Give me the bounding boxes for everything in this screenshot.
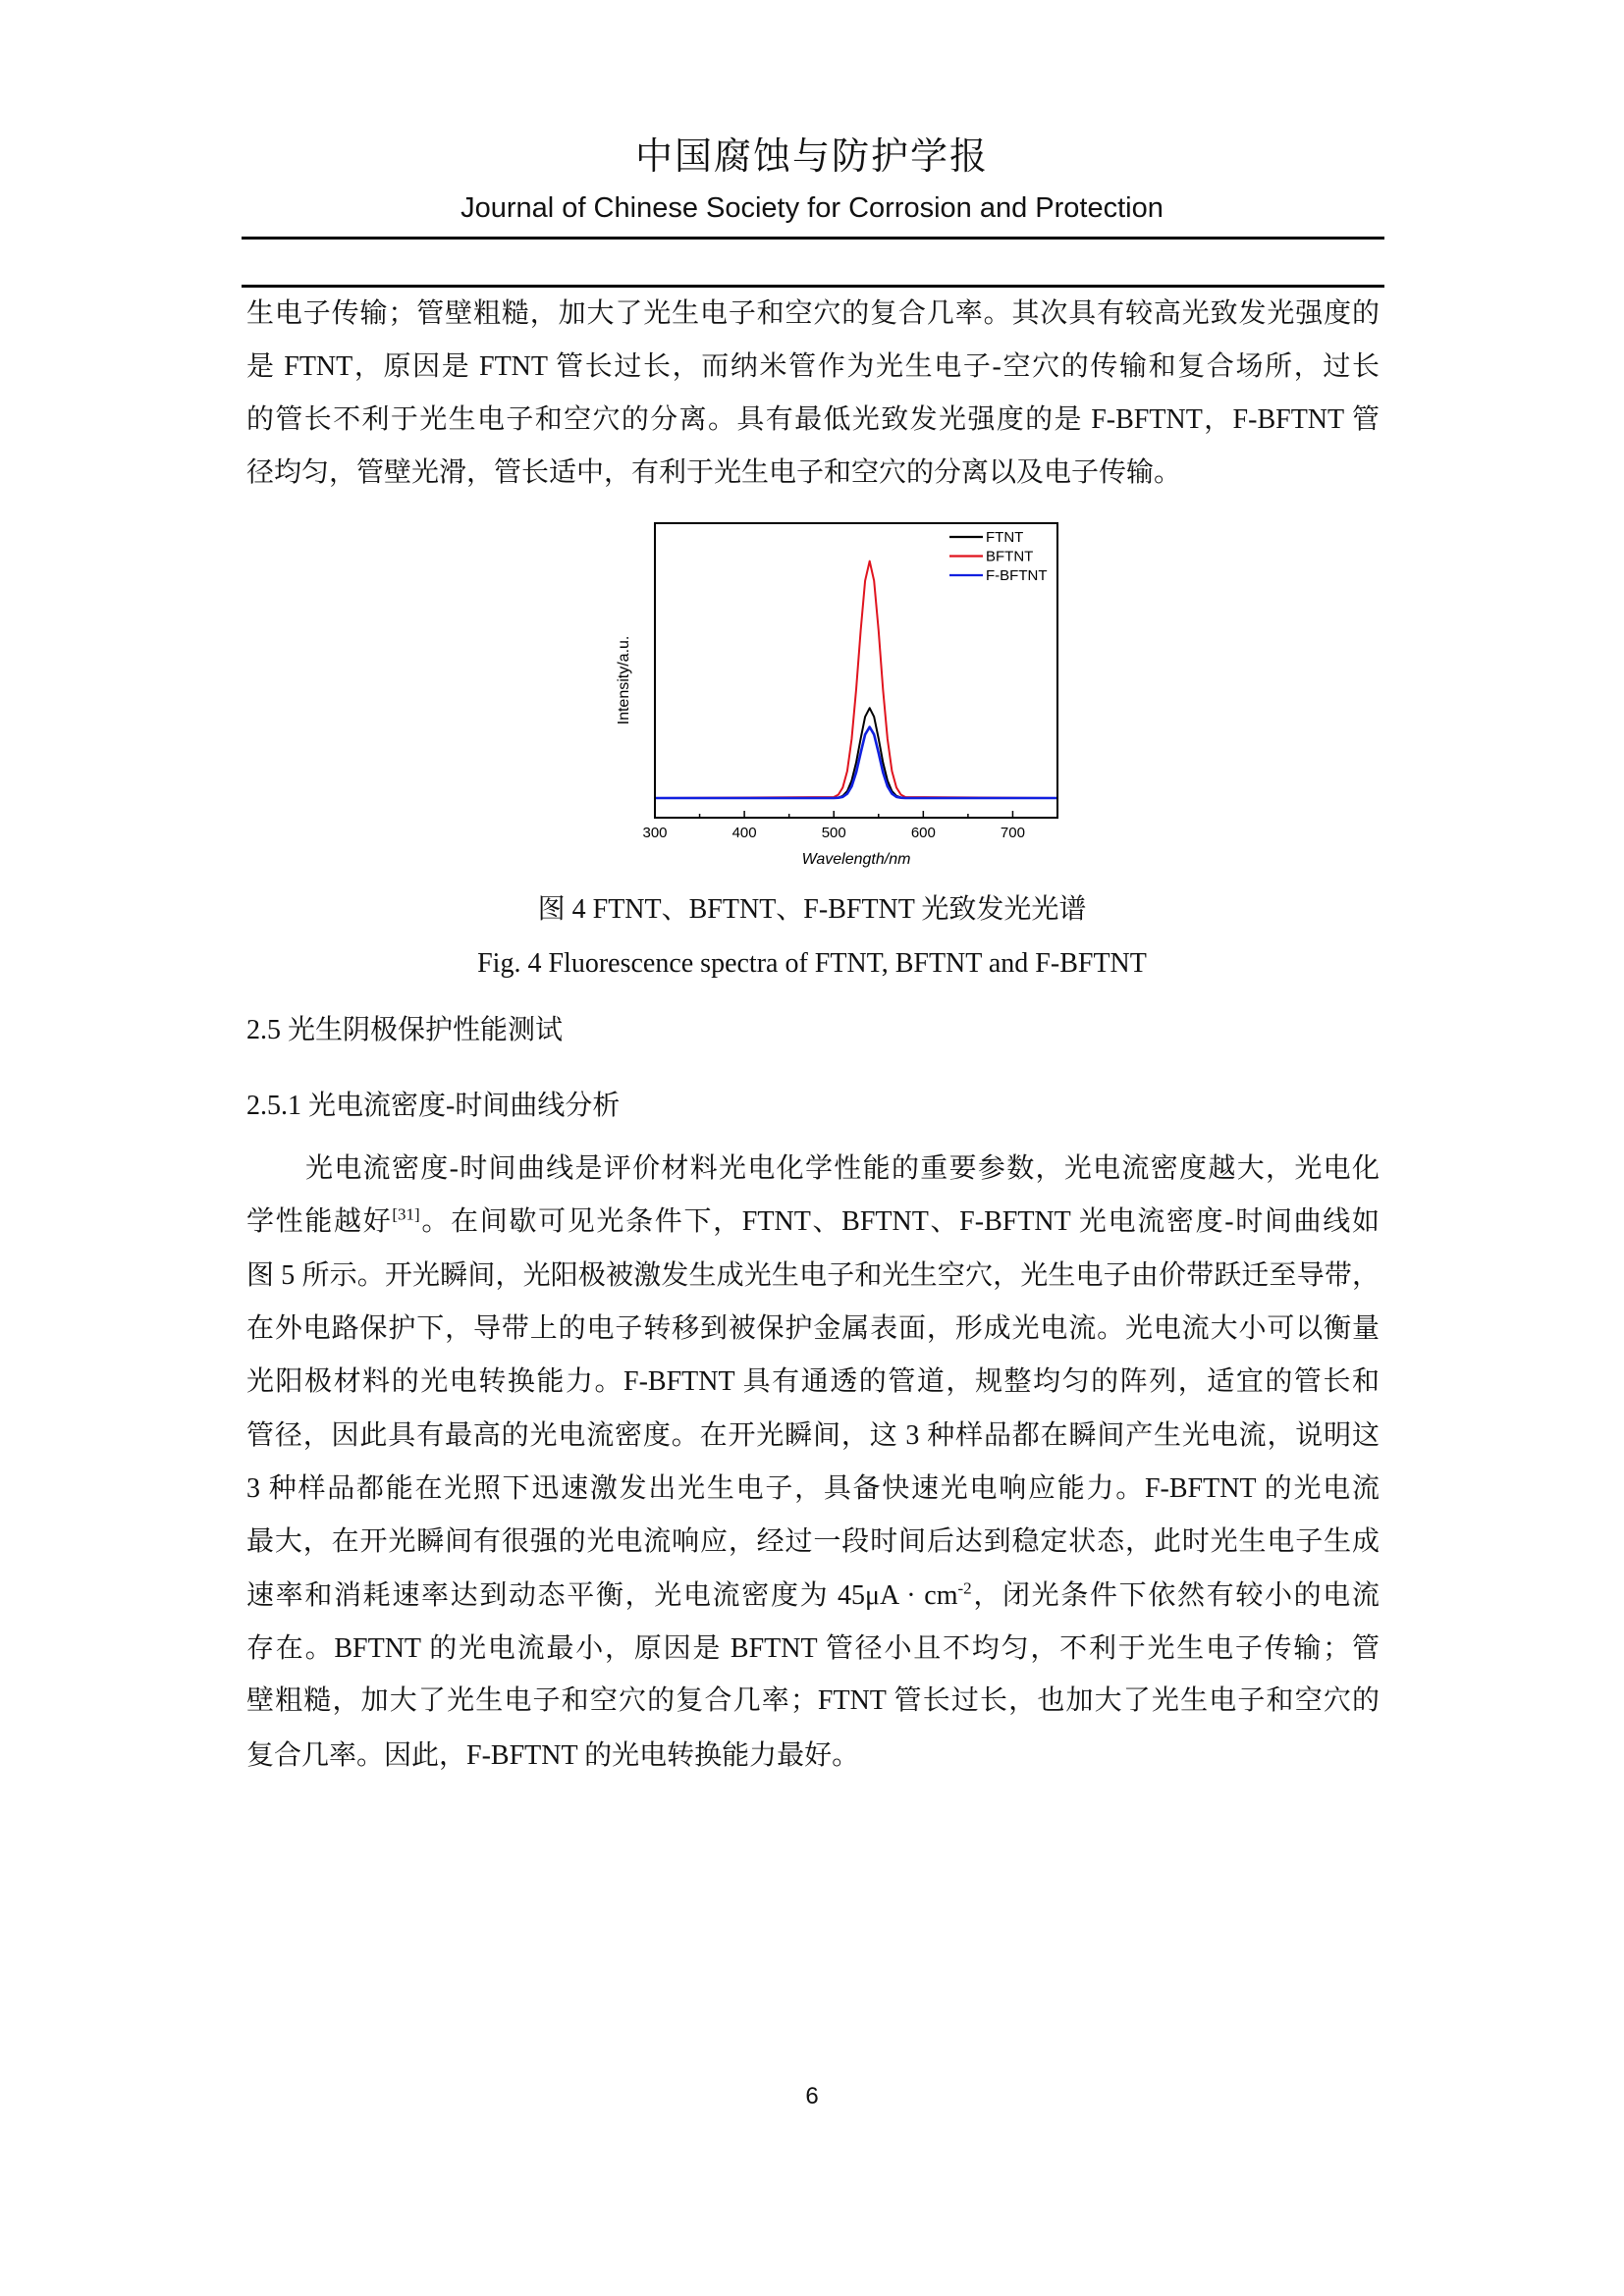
text-line: 复合几率。因此，F-BFTNT 的光电转换能力最好。 — [246, 1740, 860, 1771]
text-line: 是 FTNT，原因是 FTNT 管长过长，而纳米管作为光生电子-空穴的传输和复合场所，过长 — [246, 351, 1380, 382]
text-span: 速率和消耗速率达到动态平衡，光电流密度为 45μA · cm — [246, 1580, 958, 1611]
text-span: ，闭光条件下依然有较小的电流 — [971, 1580, 1380, 1611]
text-line: 最大，在开光瞬间有很强的光电流响应，经过一段时间后达到稳定状态，此时光生电子生成 — [246, 1526, 1380, 1557]
journal-title-cn: 中国腐蚀与防护学报 — [634, 134, 989, 178]
legend-label: BFTNT — [986, 548, 1034, 565]
x-tick-label: 300 — [642, 825, 668, 841]
text-line: 光电流密度-时间曲线是评价材料光电化学性能的重要参数，光电流密度越大，光电化 — [305, 1153, 1380, 1184]
superscript: -2 — [957, 1578, 972, 1598]
text-line: 3 种样品都能在光照下迅速激发出光生电子，具备快速光电响应能力。F-BFTNT 的光电流 — [246, 1473, 1380, 1504]
x-tick-label: 400 — [731, 825, 757, 841]
text-line: 壁粗糙，加大了光生电子和空穴的复合几率；FTNT 管长过长，也加大了光生电子和空穴的 — [246, 1685, 1380, 1716]
legend-label: F-BFTNT — [986, 567, 1048, 584]
citation-ref: [31] — [392, 1204, 420, 1224]
journal-title-en: Journal of Chinese Society for Corrosion and Protection — [460, 192, 1164, 224]
fluorescence-chart — [0, 0, 1624, 883]
text-line: 生电子传输；管壁粗糙，加大了光生电子和空穴的复合几率。其次具有较高光致发光强度的 — [246, 298, 1380, 329]
figure-caption-en: Fig. 4 Fluorescence spectra of FTNT, BFTNT and F-BFTNT — [477, 948, 1147, 979]
x-axis-label: Wavelength/nm — [801, 851, 911, 868]
section-heading-2-5: 2.5 光生阴极保护性能测试 — [246, 1015, 564, 1045]
x-tick-label: 600 — [910, 825, 936, 841]
text-line: 光阳极材料的光电转换能力。F-BFTNT 具有通透的管道，规整均匀的阵列，适宜的管长和 — [246, 1366, 1380, 1397]
text-line: 的管长不利于光生电子和空穴的分离。具有最低光致发光强度的是 F-BFTNT，F-BFTNT 管 — [246, 404, 1380, 435]
section-heading-2-5-1: 2.5.1 光电流密度-时间曲线分析 — [246, 1091, 621, 1121]
text-line: 在外电路保护下，导带上的电子转移到被保护金属表面，形成光电流。光电流大小可以衡量 — [246, 1313, 1380, 1344]
x-tick-label: 500 — [821, 825, 846, 841]
text-line: 图 5 所示。开光瞬间，光阳极被激发生成光生电子和光生空穴，光生电子由价带跃迁至导带， — [246, 1260, 1380, 1291]
text-line — [246, 1578, 1380, 1614]
text-line: 存在。BFTNT 的光电流最小，原因是 BFTNT 管径小且不均匀，不利于光生电子传输；管 — [246, 1633, 1380, 1664]
x-tick-label: 700 — [1000, 825, 1025, 841]
text-line: 径均匀，管壁光滑，管长适中，有利于光生电子和空穴的分离以及电子传输。 — [246, 457, 1182, 488]
text-line: 管径，因此具有最高的光电流密度。在开光瞬间，这 3 种样品都在瞬间产生光电流，说明这 — [246, 1420, 1380, 1451]
y-axis-label: Intensity/a.u. — [616, 635, 632, 725]
series-line-ftnt — [655, 708, 1057, 798]
text-span: 。在间歇可见光条件下，FTNT、BFTNT、F-BFTNT 光电流密度-时间曲线如 — [419, 1206, 1380, 1237]
legend-label: FTNT — [986, 529, 1024, 546]
page-number: 6 — [805, 2083, 819, 2109]
text-span: 学性能越好 — [246, 1206, 393, 1237]
figure-caption-cn: 图 4 FTNT、BFTNT、F-BFTNT 光致发光光谱 — [537, 894, 1087, 925]
text-line — [246, 1204, 1380, 1240]
